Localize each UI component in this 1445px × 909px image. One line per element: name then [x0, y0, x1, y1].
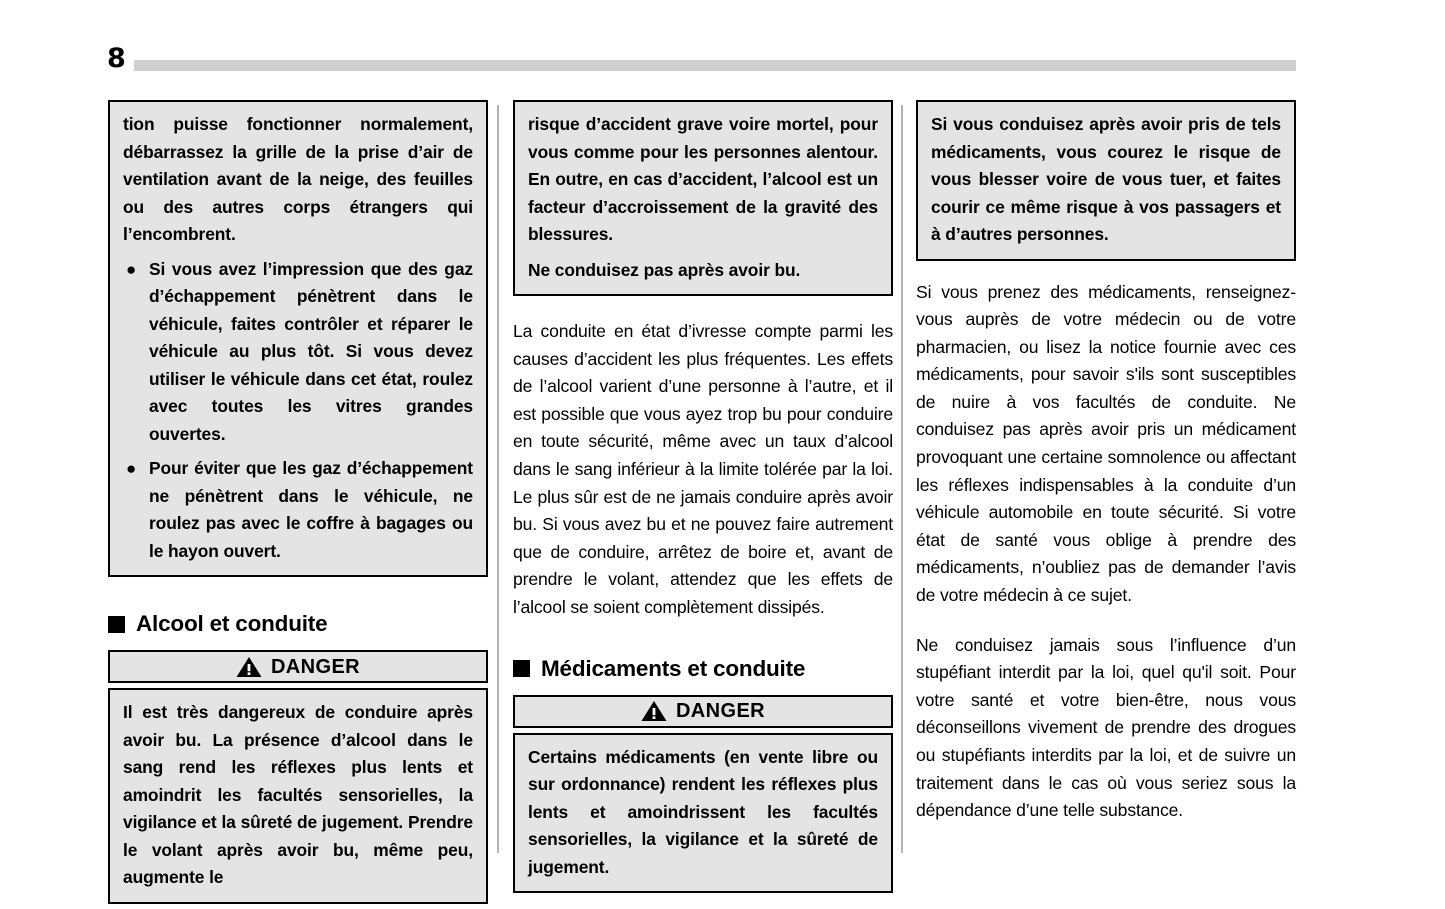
section-heading-medicaments [513, 656, 893, 682]
column-divider-2 [901, 105, 903, 853]
danger-banner-alcool [108, 650, 488, 683]
warning-box-exhaust [108, 100, 488, 577]
header-rule [134, 60, 1296, 71]
danger-box-text: Certains médicaments (en vente libre ou sur ordonnance) rendent les réflexes plus lents et amoindrissent les facultés sensorielles, la vigilance et la sûreté de jugement. [528, 746, 878, 877]
danger-label: DANGER [675, 700, 766, 723]
page-header [0, 0, 1445, 90]
paragraph-medicaments: Si vous prenez des médicaments, renseignez-vous auprès de votre médecin ou de votre pharmacien, ou lisez la notice fournie avec ces médicaments, pour savoir s'ils sont susceptibles de nuire à vos facultés de conduite. Ne conduisez pas après avoir pris un médicament provoquant une certaine somnolence ou affectant les réflexes indispensables à la conduite d’un véhicule automobile en toute sécurité. Si votre état de santé vous oblige à prendre des médicaments, n’oubliez pas de demander l’avis de votre médecin à ce sujet. [916, 281, 1296, 606]
list-item-text: Si vous avez l’impression que des gaz d’échappement pénètrent dans le véhicule, faites contrôler et réparer le véhicule au plus tôt. Si vous devez utiliser le véhicule dans cet état, roulez avec toutes les vitres grandes ouvertes. [149, 258, 473, 444]
square-bullet-icon [108, 616, 125, 633]
column-2 [513, 100, 893, 893]
column-1 [108, 100, 488, 904]
paragraph-alcool: La conduite en état d’ivresse compte parmi les causes d’accident les plus fréquentes. Les effets de l’alcool varient d’une personne à l’autre, et il est possible que vous ayez trop bu pour conduire en toute sécurité, même avec un taux d’alcool dans le sang inférieur à la limite tolérée par la loi. Le plus sûr est de ne jamais conduire après avoir bu. Si vous avez bu et ne pouvez faire autrement que de conduire, arrêtez de boire et, avant de prendre le volant, attendez que les effets de l’alcool se soient complètement dissipés. [513, 321, 893, 617]
bullet-icon: ● [126, 459, 137, 478]
warning-triangle-icon [236, 656, 262, 678]
spacer [916, 261, 1296, 279]
danger-box-text: Si vous conduisez après avoir pris de tels médicaments, vous courez le risque de vous blesser voire de vous tuer, et faites courir ce même risque à vos passagers et à d’autres personnes. [931, 114, 1281, 244]
section-heading-label: Alcool et conduite [136, 611, 328, 636]
paragraph-stupefiants: Ne conduisez jamais sous l’influence d’un stupéfiant interdit par la loi, quel qu'il soit. Pour votre santé et votre bien-être, nous vous déconseillons vivement de prendre des drogues ou stupéfiants interdits par la loi, et de suivre un traitement dans le cas où vous seriez sous la dépendance d’une telle substance. [916, 634, 1296, 821]
danger-banner-medicaments [513, 695, 893, 728]
list-item-text: Pour éviter que les gaz d’échappement ne pénètrent dans le véhicule, ne roulez pas avec le coffre à bagages ou le hayon ouvert. [149, 458, 473, 561]
list-item [123, 256, 473, 449]
section-heading-label: Médicaments et conduite [541, 655, 806, 681]
square-bullet-icon [513, 660, 530, 677]
danger-box-medicaments [513, 733, 893, 894]
warning-intro-text: tion puisse fonctionner normalement, débarrassez la grille de la prise d’air de ventilation avant de la neige, des feuilles ou des autres corps étrangers qui l’encombrent. [123, 114, 473, 244]
danger-box-medicaments-continued [916, 100, 1296, 261]
danger-box-text-part1: risque d’accident grave voire mortel, pour vous comme pour les personnes alentour. En outre, en cas d’accident, l’alcool est un facteur d’accroissement de la gravité des blessures. [528, 114, 878, 244]
danger-box-text-part2: Ne conduisez pas après avoir bu. [528, 259, 801, 280]
page-number: 8 [107, 43, 126, 74]
danger-box-text: Il est très dangereux de conduire après avoir bu. La présence d’alcool dans le sang rend les réflexes plus lents et amoindrit les facultés sensorielles, la vigilance et la sûreté de jugement. Prendre le volant après avoir bu, même peu, augmente le [123, 702, 473, 887]
warning-triangle-icon [641, 700, 667, 722]
danger-label: DANGER [270, 655, 361, 678]
spacer [513, 296, 893, 318]
list-item [123, 455, 473, 565]
column-3 [916, 100, 1296, 825]
danger-box-alcool-continued [513, 100, 893, 296]
content-columns [0, 100, 1445, 887]
warning-bullet-list [123, 256, 473, 566]
bullet-icon: ● [126, 259, 137, 279]
column-divider-1 [497, 105, 499, 853]
danger-box-alcool [108, 688, 488, 904]
section-heading-alcool [108, 611, 488, 637]
